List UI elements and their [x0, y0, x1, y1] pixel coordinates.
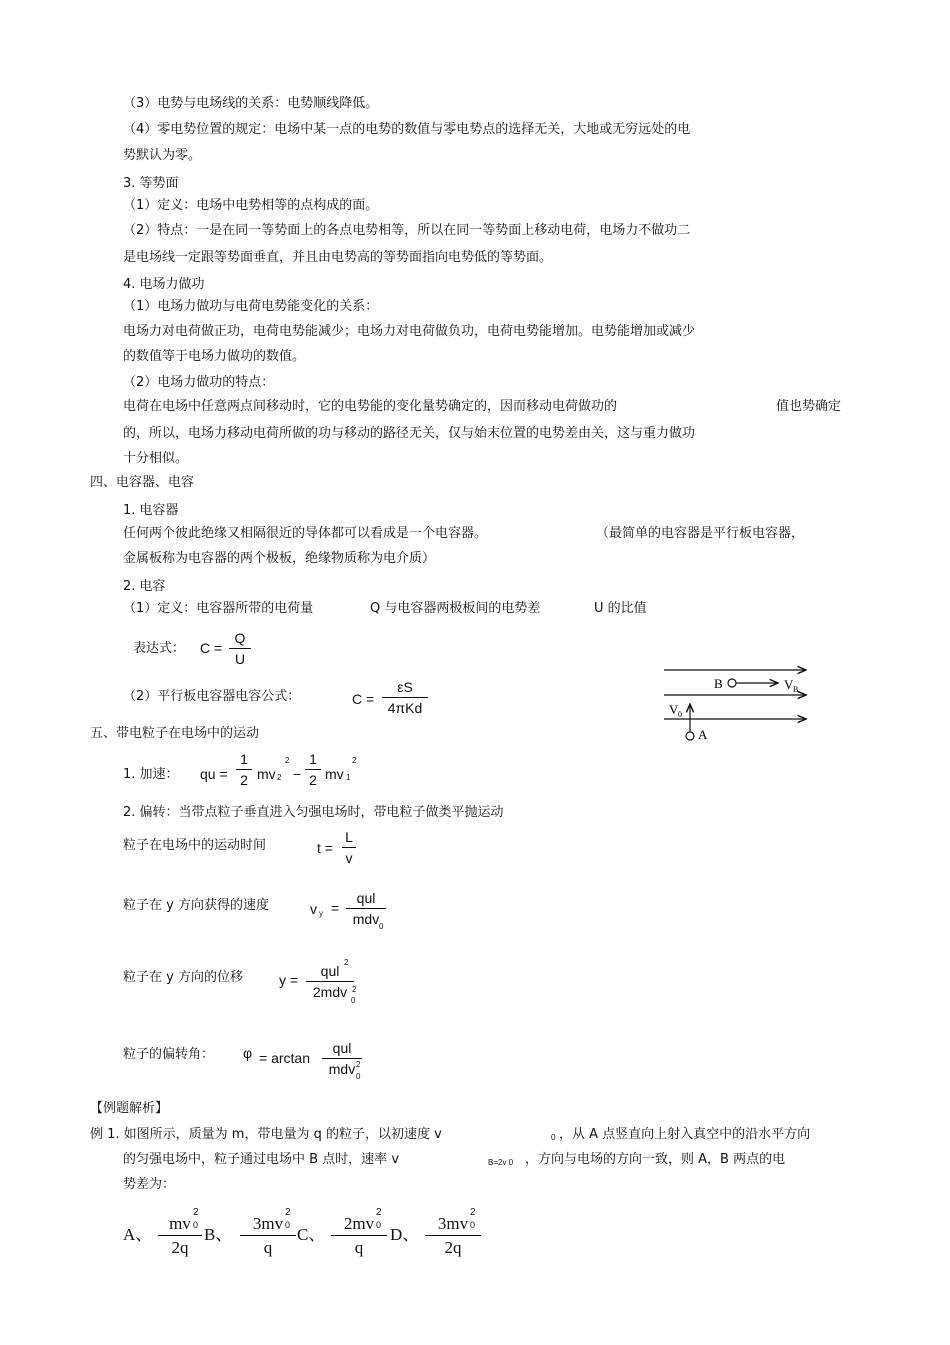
minus-sign: −: [293, 766, 302, 782]
label-vb: V: [784, 677, 794, 692]
subsection-heading: 4. 电场力做功: [123, 277, 205, 292]
label-vb-sub: B: [793, 685, 799, 694]
superscript: 2: [356, 1060, 361, 1069]
subscript: 0: [379, 922, 384, 931]
capacitance-lhs: C =: [200, 640, 223, 656]
superscript: 2: [376, 1207, 382, 1218]
text-line: 电场力对电荷做正功，电荷电势能减少；电场力对电荷做负功，电荷电势能增加。电势能增加或减少: [123, 324, 696, 339]
half-fraction-2: [305, 750, 321, 789]
formula-label: 表达式：: [133, 641, 186, 656]
numerator: εS: [397, 679, 413, 695]
fraction-bar: [322, 1058, 362, 1059]
numerator: L: [345, 829, 353, 845]
fraction-bar: [425, 1235, 481, 1236]
text-line: （1）定义：电场中电势相等的点构成的面。: [123, 198, 379, 213]
superscript: 2: [285, 1207, 291, 1218]
numerator: 1: [309, 751, 317, 767]
subscript: 0: [376, 1220, 382, 1230]
numerator: Q: [234, 630, 246, 646]
denominator: q: [354, 1238, 364, 1257]
denominator: 2: [240, 772, 248, 788]
denominator: U: [234, 651, 246, 667]
superscript: 2: [352, 985, 357, 994]
fraction-bar: [305, 769, 321, 770]
text-line: （4）零电势位置的规定：电场中某一点的电势的数值与零电势点的选择无关，大地或无穷远处的电: [123, 122, 691, 137]
label-a: A: [698, 727, 708, 742]
fraction-bar: [331, 1235, 387, 1236]
text-line: 的，所以，电场力移动电荷所做的功与移动的路径无关，仅与始末位置的电势差由关，这与重力做功: [123, 426, 696, 441]
numerator: 3mv: [437, 1214, 469, 1233]
text-line: （1）定义：电容器所带的电荷量: [123, 601, 314, 616]
point-b-marker: [728, 679, 736, 687]
label-v0-sub: 0: [678, 710, 682, 719]
label-b: B: [714, 676, 723, 691]
text-line: Q 与电容器两极板间的电势差: [370, 601, 541, 616]
fraction-bar: [240, 1235, 296, 1236]
fraction-bar: [306, 981, 354, 982]
point-a-marker: [686, 732, 694, 740]
acceleration-lhs: qu =: [200, 766, 228, 782]
plate-capacitance-lhs: C =: [352, 691, 375, 707]
subsection-heading: 2. 电容: [123, 579, 166, 594]
fraction-bar: [346, 908, 386, 909]
denominator: 2q: [444, 1238, 462, 1257]
numerator: 1: [240, 751, 248, 767]
formula-label: 粒子在 y 方向的位移: [123, 970, 243, 985]
numerator: qul: [320, 963, 340, 979]
formula-label: 粒子的偏转角：: [123, 1047, 215, 1062]
subscript: 0: [470, 1220, 476, 1230]
text-line: ，从 A 点竖直向上射入真空中的沿水平方向: [559, 1127, 811, 1142]
numerator: qul: [332, 1040, 352, 1056]
text-line: （2）电场力做功的特点：: [123, 375, 275, 390]
plate-capacitance-fraction: [382, 678, 428, 717]
fraction-bar: [342, 847, 356, 848]
subsection-heading: 1. 电容器: [123, 503, 179, 518]
text-line: 十分相似。: [123, 451, 189, 466]
field-figure: [660, 662, 815, 744]
superscript: 2: [285, 756, 290, 765]
numerator: mv: [169, 1214, 191, 1233]
text-line: （3）电势与电场线的关系：电势顺线降低。: [123, 96, 379, 111]
capacitance-fraction: [229, 629, 251, 668]
text-line: 例 1. 如图所示，质量为 m，带电量为 q 的粒子，以初速度 v: [90, 1127, 442, 1142]
y-fraction: [306, 962, 357, 1001]
phi-equals-arctan: = arctan: [259, 1050, 310, 1066]
numerator: 3mv: [252, 1214, 284, 1233]
text-line: 势默认为零。: [123, 148, 202, 163]
time-fraction: [342, 828, 356, 867]
option-a-label: A、: [123, 1225, 153, 1244]
fraction-bar: [158, 1235, 202, 1236]
text-line: 的数值等于电场力做功的数值。: [123, 349, 306, 364]
vy-lhs: v: [310, 901, 317, 917]
section-heading: 五、带电粒子在电场中的运动: [90, 726, 260, 741]
half-fraction-1: [236, 750, 252, 789]
text-line: 是电场线一定跟等势面垂直，并且由电势高的等势面指向电势低的等势面。: [123, 250, 553, 265]
subscript: 2: [277, 773, 282, 782]
denominator: mdv: [352, 911, 380, 927]
option-b-label: B、: [204, 1225, 233, 1244]
text-line: ，方向与电场的方向一致，则 A，B 两点的电: [525, 1152, 786, 1167]
mv-term: mv: [325, 766, 344, 782]
denominator: mdv: [328, 1061, 356, 1077]
formula-label: 粒子在电场中的运动时间: [123, 838, 267, 853]
section-heading: 四、电容器、电容: [90, 475, 195, 490]
text-line: 电荷在电场中任意两点间移动时，它的电势能的变化量势确定的，因而移动电荷做功的: [123, 399, 618, 414]
subsection-heading: 2. 偏转：当带点粒子垂直进入匀强电场时，带电粒子做类平抛运动: [123, 805, 504, 820]
equals-sign: =: [331, 900, 340, 916]
fraction-bar: [229, 648, 251, 649]
text-line: 值也势确定: [776, 399, 842, 414]
text-line: （1）电场力做功与电荷电势能变化的关系：: [123, 299, 379, 314]
option-c-label: C、: [297, 1225, 326, 1244]
fraction-bar: [382, 697, 428, 698]
text-line: 任何两个彼此绝缘又相隔很近的导体都可以看成是一个电容器。: [123, 526, 488, 541]
superscript: 2: [470, 1207, 476, 1218]
superscript: 2: [193, 1207, 199, 1218]
phi-symbol: φ: [243, 1045, 253, 1061]
label-v0: V: [669, 702, 679, 717]
text-line: 势差为：: [123, 1177, 176, 1192]
subscript: 0: [551, 1133, 556, 1142]
denominator: v: [345, 850, 353, 866]
subscript: B=2v 0: [488, 1158, 514, 1167]
text-line: 的匀强电场中，粒子通过电场中 B 点时，速率 v: [123, 1152, 400, 1167]
time-lhs: t =: [317, 840, 333, 856]
text-line: U 的比值: [594, 601, 647, 616]
text-line: （2）特点：一是在同一等势面上的各点电势相等，所以在同一等势面上移动电荷，电场力不做功二: [123, 223, 691, 238]
denominator: 2: [309, 772, 317, 788]
subscript: 0: [285, 1220, 291, 1230]
numerator: 2mv: [343, 1214, 375, 1233]
formula-label: （2）平行板电容器电容公式：: [123, 689, 301, 704]
example-heading: 【例题解析】: [90, 1101, 169, 1116]
subscript: 1: [346, 773, 351, 782]
subscript: 0: [351, 996, 356, 1005]
numerator: qul: [356, 890, 376, 906]
denominator: 2mdv: [312, 984, 348, 1000]
option-d-label: D、: [390, 1225, 420, 1244]
subsection-heading: 1. 加速：: [123, 767, 179, 782]
superscript: 2: [344, 958, 349, 967]
y-lhs: y =: [279, 972, 299, 988]
text-line: 金属板称为电容器的两个极板，绝缘物质称为电介质）: [123, 551, 436, 566]
denominator: 2q: [171, 1238, 189, 1257]
denominator: q: [263, 1238, 273, 1257]
subscript: 0: [356, 1072, 361, 1081]
subscript: 0: [193, 1220, 199, 1230]
fraction-bar: [236, 769, 252, 770]
denominator: 4πKd: [387, 700, 423, 716]
superscript: 2: [352, 756, 357, 765]
text-line: （最简单的电容器是平行板电容器，: [596, 526, 805, 541]
subsection-heading: 3. 等势面: [123, 176, 179, 191]
subscript: y: [319, 909, 323, 918]
mv-term: mv: [257, 766, 276, 782]
formula-label: 粒子在 y 方向获得的速度: [123, 898, 269, 913]
